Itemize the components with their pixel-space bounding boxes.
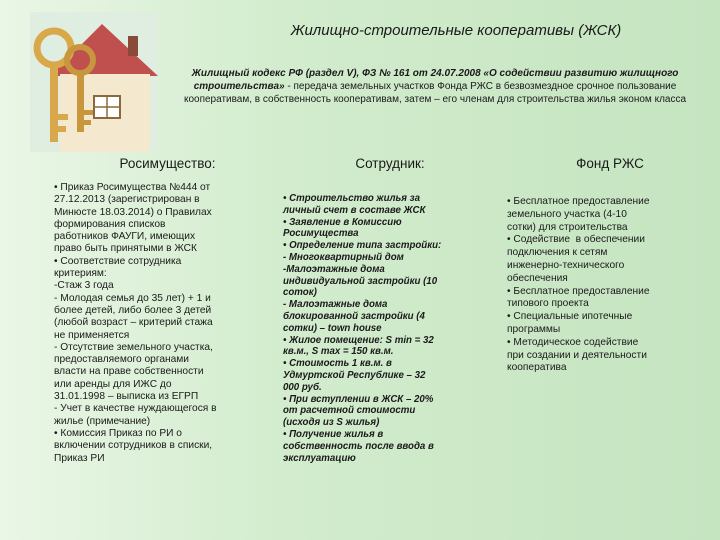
list-line: - Отсутствие земельного участка, bbox=[54, 341, 213, 353]
list-line: • При вступлении в ЖСК – 20% bbox=[283, 393, 434, 405]
column-heading-rosimushchestvo: Росимущество: bbox=[119, 156, 216, 171]
list-line: программы bbox=[507, 323, 561, 335]
list-line: • Строительство жилья за bbox=[283, 193, 420, 204]
list-line: формирования списков bbox=[54, 218, 166, 230]
list-line: личный счет в составе ЖСК bbox=[283, 204, 426, 216]
list-line: Росимущества bbox=[283, 228, 359, 240]
list-line: сотки) – town house bbox=[283, 322, 382, 334]
column-fond-rzhs-list bbox=[507, 196, 702, 375]
house-keys-illustration bbox=[10, 6, 160, 156]
page-title: Жилищно-строительные кооперативы (ЖСК) bbox=[290, 22, 622, 39]
list-line: • Стоимость 1 кв.м. в bbox=[283, 358, 392, 370]
list-line: Приказ РИ bbox=[54, 452, 105, 464]
list-line: индивидуальной застройки (10 bbox=[283, 275, 438, 287]
list-line: критериям: bbox=[54, 268, 107, 280]
list-line: обеспечения bbox=[507, 272, 568, 284]
list-line: • Бесплатное предоставление bbox=[507, 285, 650, 297]
list-line: более детей, либо более 3 детей bbox=[54, 304, 212, 316]
list-line: (исходя из S жилья) bbox=[283, 417, 380, 429]
list-line: от расчетной стоимости bbox=[283, 405, 416, 417]
list-line: работников ФАУГИ, имеющих bbox=[54, 231, 196, 243]
list-line: • Получение жилья в bbox=[283, 428, 384, 440]
list-line: 31.01.1998 – выписка из ЕГРП bbox=[54, 391, 199, 403]
list-line: кооператива bbox=[507, 362, 567, 374]
list-line: • Специальные ипотечные bbox=[507, 311, 633, 323]
list-line: - Многоквартирный дом bbox=[283, 251, 404, 263]
list-line: подключения к сетям bbox=[507, 247, 608, 259]
list-line: • Соответствие сотрудника bbox=[54, 255, 182, 267]
list-line: • Жилое помещение: S min = 32 bbox=[283, 334, 434, 346]
list-line: -Стаж 3 года bbox=[54, 280, 114, 292]
column-rosimushchestvo-list bbox=[54, 182, 282, 465]
list-line: 27.12.2013 (зарегистрирован в bbox=[54, 194, 200, 206]
list-line: инженерно-технического bbox=[507, 259, 625, 271]
list-line: - Молодая семья до 35 лет) + 1 и bbox=[54, 292, 211, 304]
list-line: власти на праве собственности bbox=[54, 366, 204, 378]
list-line: или аренды для ИЖС до bbox=[54, 378, 172, 390]
list-line: жилье (примечание) bbox=[54, 415, 151, 427]
column-employee-list bbox=[283, 193, 493, 464]
list-line: Минюсте 18.03.2014) о Правилах bbox=[54, 206, 212, 218]
list-line: • Содействие в обеспечении bbox=[507, 234, 645, 246]
list-line: блокированной застройки (4 bbox=[283, 310, 425, 322]
list-line: (любой возраст – критерий стажа bbox=[54, 317, 213, 329]
list-line: • Определение типа застройки: bbox=[283, 240, 442, 252]
list-line: типового проекта bbox=[507, 298, 589, 310]
list-line: - Учет в качестве нуждающегося в bbox=[54, 403, 217, 415]
list-line: предоставляемого органами bbox=[54, 354, 189, 366]
list-line: 000 руб. bbox=[283, 381, 322, 393]
subtitle-law-reference: Жилищный кодекс РФ (раздел V), ФЗ № 161 от 24.07.2008 «О содействии развитию жилищного строительства» bbox=[191, 68, 679, 92]
column-heading-employee: Сотрудник: bbox=[355, 156, 425, 171]
list-line: кв.м., S max = 150 кв.м. bbox=[283, 346, 394, 358]
subtitle bbox=[170, 67, 700, 106]
list-line: соток) bbox=[283, 287, 317, 299]
list-line: право быть принятыми в ЖСК bbox=[54, 243, 197, 255]
list-line: • Бесплатное предоставление bbox=[507, 196, 650, 207]
list-line: • Комиссия Приказ по РИ о bbox=[54, 427, 182, 439]
subtitle-description: - передача земельных участков Фонда РЖС в безвозмездное срочное пользование кооперативам, в собственность кооперативам, затем – его членам для строительства жилья эконом класса bbox=[183, 81, 687, 105]
list-line: при создании и деятельности bbox=[507, 349, 647, 361]
list-line: • Приказ Росимущества №444 от bbox=[54, 182, 211, 193]
list-line: • Методическое содействие bbox=[507, 336, 639, 348]
list-line: земельного участка (4-10 bbox=[507, 208, 627, 220]
list-line: сотки) для строительства bbox=[507, 221, 628, 233]
list-line: - Малоэтажные дома bbox=[283, 299, 388, 311]
list-line: эксплуатацию bbox=[283, 452, 356, 464]
list-line: собственность после ввода в bbox=[283, 440, 434, 452]
list-line: Удмуртской Республике – 32 bbox=[283, 369, 426, 381]
list-line: -Малоэтажные дома bbox=[283, 263, 385, 275]
list-line: не применяется bbox=[54, 329, 130, 341]
list-line: • Заявление в Комиссию bbox=[283, 216, 402, 228]
house-chimney bbox=[128, 36, 138, 56]
list-line: включении сотрудников в списки, bbox=[54, 440, 213, 452]
column-heading-fond-rzhs: Фонд РЖС bbox=[576, 156, 644, 171]
